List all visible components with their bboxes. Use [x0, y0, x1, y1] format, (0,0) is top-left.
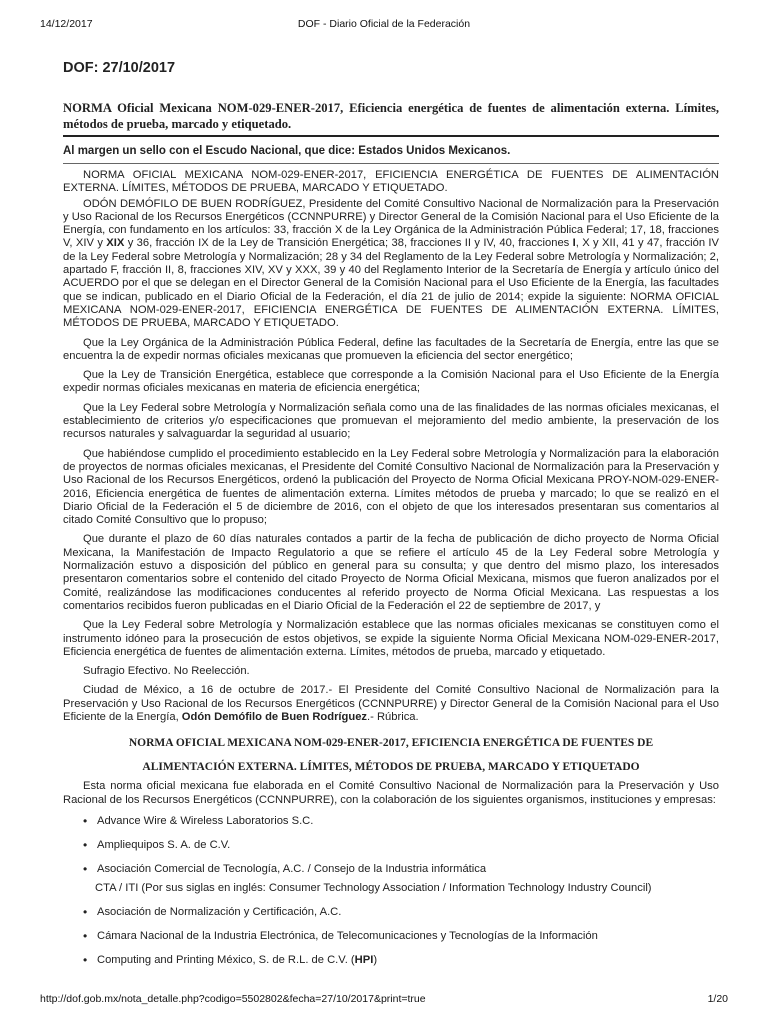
caps-title-paragraph: NORMA OFICIAL MEXICANA NOM-029-ENER-2017, EFICIENCIA ENERGÉTICA DE FUENTES DE ALIMENTACIÓN EXTERNA. LÍMITES, MÉTODOS DE PRUEBA, MARCADO Y ETIQUETADO. [63, 169, 719, 195]
intro-bold-2: I [572, 237, 576, 250]
bullet-icon: • [83, 837, 88, 852]
bullet-icon: • [83, 861, 88, 876]
org-name: Asociación de Normalización y Certificación, A.C. [97, 905, 342, 918]
org-name: Cámara Nacional de la Industria Electrónica, de Telecomunicaciones y Tecnologías de la Información [97, 929, 598, 942]
list-item [85, 863, 719, 876]
norma-heading-line-1: NORMA OFICIAL MEXICANA NOM-029-ENER-2017, EFICIENCIA ENERGÉTICA DE FUENTES DE [128, 737, 654, 750]
paragraph-ley-transicion: Que la Ley de Transición Energética, establece que corresponde a la Comisión Nacional para el Uso Eficiente de la Energía expedir normas oficiales mexicanas en materia de eficiencia energética; [63, 369, 719, 395]
intro-paragraph [63, 198, 719, 331]
print-footer [40, 993, 728, 1007]
org-name: Ampliequipos S. A. de C.V. [97, 838, 231, 851]
org-name: Computing and Printing México, S. de R.L. de C.V. ( [97, 953, 355, 966]
paragraph-ley-metrologia: Que la Ley Federal sobre Metrología y Normalización señala como una de las finalidades de las normas oficiales mexicanas, el establecimiento de criterios y/o especificaciones que promuevan el mejoramiento del medio ambiente, la preservación de los recursos naturales y salvaguardar la seguridad al usuario; [63, 401, 719, 441]
org-name-bold: HPI [354, 953, 374, 966]
list-item [85, 930, 719, 943]
intro-text-1: , Presidente del Comité Consultivo Nacional de Normalización para la Preservación y Uso Racional de los Recursos Energéticos (CCNNPURRE) y Director General de la Comisión Nacional para el Uso Eficiente de la Energía, con fundamento en los artículos: 33, fracción X de la Ley Orgánica de la Administración Pública Federal; 17, 18, fracciones V, XIV y [63, 197, 719, 250]
org-name: Asociación Comercial de Tecnología, A.C. / Consejo de la Industria informática [97, 862, 487, 875]
page-url: http://dof.gob.mx/nota_detalle.php?codigo=5502802&fecha=27/10/2017&print=true [40, 993, 426, 1005]
paragraph-ley-organica: Que la Ley Orgánica de la Administración Pública Federal, define las facultades de la Secretaría de Energía, entre las que se encuentra la de expedir normas oficiales mexicanas que promueven la eficiencia del sector energético; [63, 336, 719, 362]
list-item [85, 815, 719, 828]
firma-signer: Odón Demófilo de Buen Rodríguez [181, 710, 368, 723]
bullet-icon: • [83, 813, 88, 828]
print-page-title: DOF - Diario Oficial de la Federación [297, 18, 471, 30]
intro-name: ODÓN DEMÓFILO DE BUEN RODRÍGUEZ [83, 197, 303, 210]
paragraph-procedimiento: Que habiéndose cumplido el procedimiento establecido en la Ley Federal sobre Metrología y Normalización para la elaboración de proyectos de normas oficiales mexicanas, el Presidente del Comité Consultivo Nacional de Normalización para la Preservación y Uso Racional de los Recursos Energéticos, ordenó la publicación del Proyecto de Norma Oficial Mexicana PROY-NOM-029-ENER-2016, Eficiencia energética de fuentes de alimentación externa. Límites métodos de prueba y marcado; lo que se realizó en el Diario Oficial de la Federación el 5 de diciembre de 2016, con el objeto de que los interesados presentaran sus comentarios al citado Comité Consultivo que lo propuso; [63, 447, 719, 527]
print-header [40, 18, 728, 32]
bullet-icon: • [83, 928, 88, 943]
document-body [63, 60, 719, 978]
norma-title: NORMA Oficial Mexicana NOM-029-ENER-2017, Eficiencia energética de fuentes de alimentación externa. Límites, métodos de prueba, marcado y etiquetado. [63, 100, 719, 137]
dof-date: DOF: 27/10/2017 [63, 60, 176, 76]
paragraph-firma [63, 684, 719, 724]
list-item [85, 906, 719, 919]
org-name: Advance Wire & Wireless Laboratorios S.C. [97, 814, 314, 827]
list-item [85, 954, 719, 967]
print-date: 14/12/2017 [40, 18, 93, 30]
org-name-suffix: ) [373, 953, 378, 966]
intro-text-2: y 36, fracción IX de la Ley de Transición Energética; 38, fracciones II y IV, 40, fracciones [124, 237, 573, 250]
paragraph-elaborada: Esta norma oficial mexicana fue elaborada en el Comité Consultivo Nacional de Normalización para la Preservación y Uso Racional de los Recursos Energéticos (CCNNPURRE), con la colaboración de los siguientes organismos, instituciones y empresas: [63, 780, 719, 806]
bullet-icon: • [83, 904, 88, 919]
organizations-list [63, 815, 719, 967]
intro-text-3: , X y XII, 41 y 47, fracción IV de la Ley Federal sobre Metrología y Normalización; 28 y 34 del Reglamento de la Ley Federal sobre Metrología y Normalización; 2, apartado F, fracción II, 8, fracciones XIV, XV y XXX, 39 y 40 del Reglamento Interior de la Secretaría de Energía y artículo único del ACUERDO por el que se delegan en el Director General de la Comisión Nacional para el Uso Eficiente de la Energía, las facultades que se indican, publicado en el Diario Oficial de la Federación, el día 21 de julio de 2014; expide la siguiente: NORMA OFICIAL MEXICANA NOM-029-ENER-2017, EFICIENCIA ENERGÉTICA DE FUENTES DE ALIMENTACIÓN EXTERNA. LÍMITES, MÉTODOS DE PRUEBA, MARCADO Y ETIQUETADO. [63, 237, 719, 330]
firma-text: Ciudad de México, a 16 de octubre de 2017.- El Presidente del Comité Consultivo Nacional de Normalización para la Preservación y Uso Racional de los Recursos Energéticos (CCNNPURRE) y Director General de la Comisión Nacional para el Uso Eficiente de la Energía, [63, 684, 719, 723]
bullet-icon: • [83, 952, 88, 967]
page-number: 1/20 [707, 993, 728, 1005]
paragraph-plazo: Que durante el plazo de 60 días naturales contados a partir de la fecha de publicación de dicho proyecto de Norma Oficial Mexicana, la Manifestación de Impacto Regulatorio a que se refiere el artículo 45 de la Ley Federal sobre Metrología y Normalización estuvo a disposición del público en general para su consulta; y que dentro del mismo plazo, los interesados presentaron comentarios sobre el contenido del citado Proyecto de Norma Oficial Mexicana, mismos que fueron analizados por el Comité, realizándose las modificaciones conducentes al referido proyecto de Norma Oficial Mexicana. Las respuestas a los comentarios recibidos fueron publicadas en el Diario Oficial de la Federación el 22 de septiembre de 2017, y [63, 533, 719, 612]
firma-suffix: .- Rúbrica. [367, 710, 419, 723]
norma-heading-line-2: ALIMENTACIÓN EXTERNA. LÍMITES, MÉTODOS DE PRUEBA, MARCADO Y ETIQUETADO [142, 761, 640, 774]
seal-statement: Al margen un sello con el Escudo Nacional, que dice: Estados Unidos Mexicanos. [63, 145, 719, 164]
paragraph-sufragio: Sufragio Efectivo. No Reelección. [83, 665, 250, 678]
list-item [85, 839, 719, 852]
intro-bold-1: XIX [106, 237, 125, 250]
paragraph-instrumento: Que la Ley Federal sobre Metrología y Normalización establece que las normas oficiales mexicanas se constituyen como el instrumento idóneo para la prosecución de estos objetivos, se expide la siguiente Norma Oficial Mexicana NOM-029-ENER-2017, Eficiencia energética de fuentes de alimentación externa. Límites, métodos de prueba, marcado y etiquetado. [63, 619, 719, 658]
org-sub-note: CTA / ITI (Por sus siglas en inglés: Consumer Technology Association / Information Technology Industry Council) [95, 881, 652, 894]
